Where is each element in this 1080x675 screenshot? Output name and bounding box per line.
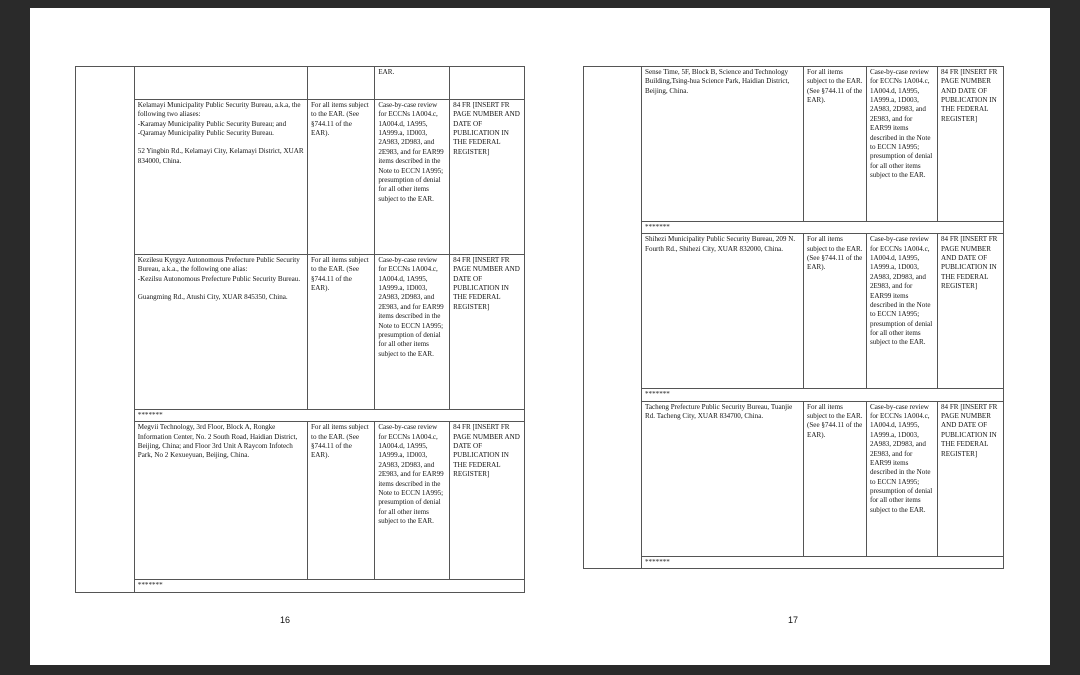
entity-table [75,66,525,593]
separator: ******* [642,222,1004,234]
entity-cell: Sense Time, 5F, Block B, Science and Technology Building,Tsing-hua Science Park, Haidian District, Beijing, China. [642,67,804,222]
entity-address: Guangming Rd., Atushi City, XUAR 845350, China. [137,293,288,302]
table-row [76,67,525,100]
document-page-17 [540,8,1050,665]
entity-address: 52 Yingbin Rd., Kelamayi City, Kelamayi District, XUAR 834000, China. [137,147,304,165]
citation-cell: 84 FR [INSERT FR PAGE NUMBER AND DATE OF PUBLICATION IN THE FEDERAL REGISTER] [450,100,525,255]
separator: ******* [642,389,1004,401]
citation-cell: 84 FR [INSERT FR PAGE NUMBER AND DATE OF PUBLICATION IN THE FEDERAL REGISTER] [938,234,1004,389]
separator: ******* [134,410,524,422]
entity-name: Kezilesu Kyrgyz Autonomous Prefecture Public Security Bureau, a.k.a., the following one alias: [137,256,300,274]
entity-table [583,66,1004,569]
citation-cell: 84 FR [INSERT FR PAGE NUMBER AND DATE OF PUBLICATION IN THE FEDERAL REGISTER] [450,422,525,580]
table-row [76,255,525,410]
citation-cell: 84 FR [INSERT FR PAGE NUMBER AND DATE OF PUBLICATION IN THE FEDERAL REGISTER] [938,401,1004,556]
table-row [76,100,525,255]
table-row [584,556,1004,568]
entity-cell [134,255,307,410]
separator: ******* [134,580,524,592]
table-row [584,234,1004,389]
license-cell: For all items subject to the EAR. (See §744.11 of the EAR). [804,67,867,222]
policy-cell: Case-by-case review for ECCNs 1A004.c, 1A004.d, 1A995, 1A999.a, 1D003, 2A983, 2D983, and 2E983, and for EAR99 items described in the Note to ECCN 1A995; presumption of denial for all other items subject to the EAR. [867,401,938,556]
entity-alias: -Qaramay Municipality Public Security Bureau. [137,129,274,138]
table-row [76,410,525,422]
table-row [584,401,1004,556]
separator: ******* [642,556,1004,568]
citation-cell: 84 FR [INSERT FR PAGE NUMBER AND DATE OF PUBLICATION IN THE FEDERAL REGISTER] [450,255,525,410]
table-row [584,222,1004,234]
page-number: 17 [787,615,798,625]
license-cell: For all items subject to the EAR. (See §744.11 of the EAR). [804,234,867,389]
license-cell: For all items subject to the EAR. (See §744.11 of the EAR). [307,255,374,410]
country-column-cell [76,67,135,593]
entity-cell: Megvii Technology, 3rd Floor, Block A, Rongke Information Center, No. 2 South Road, Haidian District, Beijing, China; and Floor 3rd Unit A Raycom Infotech Park, No 2 Kexueyuan, Beijing, China. [134,422,307,580]
license-cell: For all items subject to the EAR. (See §744.11 of the EAR). [307,422,374,580]
entity-cell: Shihezi Municipality Public Security Bureau, 209 N. Fourth Rd., Shihezi City, XUAR 832000, China. [642,234,804,389]
entity-cell [134,100,307,255]
entity-alias: -Karamay Municipality Public Security Bureau; and [137,119,287,128]
policy-cell: Case-by-case review for ECCNs 1A004.c, 1A004.d, 1A995, 1A999.a, 1D003, 2A983, 2D983, and 2E983, and for EAR99 items described in the Note to ECCN 1A995; presumption of denial for all other items subject to the EAR. [867,234,938,389]
license-cell: For all items subject to the EAR. (See §744.11 of the EAR). [307,100,374,255]
document-page-16 [30,8,540,665]
policy-cell: Case-by-case review for ECCNs 1A004.c, 1A004.d, 1A995, 1A999.a, 1D003, 2A983, 2D983, and 2E983, and for EAR99 items described in the Note to ECCN 1A995; presumption of denial for all other items subject to the EAR. [375,422,450,580]
license-cell: For all items subject to the EAR. (See §744.11 of the EAR). [804,401,867,556]
entity-alias: -Kezilsu Autonomous Prefecture Public Security Bureau. [137,274,301,283]
country-column-cell [584,67,642,569]
table-row [584,389,1004,401]
entity-name: Kelamayi Municipality Public Security Bureau, a.k.a, the following two aliases: [137,101,301,119]
policy-cell: Case-by-case review for ECCNs 1A004.c, 1A004.d, 1A995, 1A999.a, 1D003, 2A983, 2D983, and 2E983, and for EAR99 items described in the Note to ECCN 1A995; presumption of denial for all other items subject to the EAR. [375,255,450,410]
table-row [76,580,525,592]
policy-cell: Case-by-case review for ECCNs 1A004.c, 1A004.d, 1A995, 1A999.a, 1D003, 2A983, 2D983, and 2E983, and for EAR99 items described in the Note to ECCN 1A995; presumption of denial for all other items subject to the EAR. [867,67,938,222]
entity-cell: Tacheng Prefecture Public Security Bureau, Tuanjie Rd. Tacheng City, XUAR 834700, China. [642,401,804,556]
policy-cell: Case-by-case review for ECCNs 1A004.c, 1A004.d, 1A995, 1A999.a, 1D003, 2A983, 2D983, and 2E983, and for EAR99 items described in the Note to ECCN 1A995; presumption of denial for all other items subject to the EAR. [375,100,450,255]
table-row [76,422,525,580]
citation-cell: 84 FR [INSERT FR PAGE NUMBER AND DATE OF PUBLICATION IN THE FEDERAL REGISTER] [938,67,1004,222]
page-number: 16 [279,615,290,625]
policy-cell: EAR. [375,67,450,100]
table-row [584,67,1004,222]
